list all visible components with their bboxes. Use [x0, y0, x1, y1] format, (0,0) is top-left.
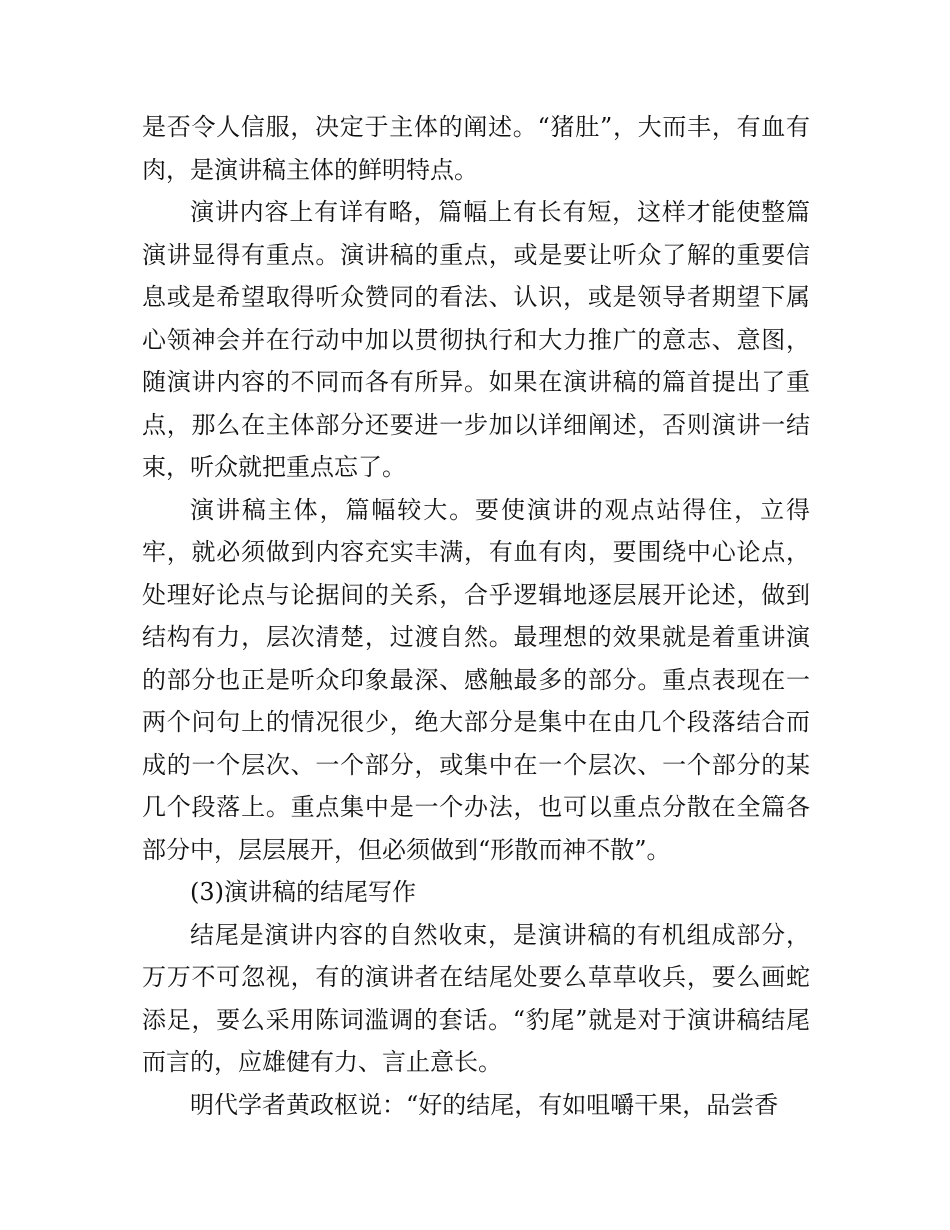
paragraph-quote: 明代学者黄政枢说：“好的结尾，有如咀嚼干果，品尝香	[190, 1090, 779, 1119]
section-heading-ending: (3)演讲稿的结尾写作	[190, 878, 416, 906]
paragraph-main-body: 演讲稿主体，篇幅较大。要使演讲的观点站得住，立得牢，就必须做到内容充实丰满，有血有肉，要围绕中心论点，处理好论点与论据间的关系，合乎逻辑地逐层展开论述，做到结构有力，层次清楚，过渡自然。最理想的效果就是着重讲演的部分也正是听众印象最深、感触最多的部分。重点表现在一两个问句上的情况很少，绝大部分是集中在由几个段落结合而成的一个层次、一个部分，或集中在一个层次、一个部分的某几个段落上。重点集中是一个办法，也可以重点分散在全篇各部分中，层层展开，但必须做到“形散而神不散”。	[142, 495, 810, 864]
document-page	[142, 106, 810, 1126]
paragraph-ending: 结尾是演讲内容的自然收束，是演讲稿的有机组成部分，万万不可忽视，有的演讲者在结尾处要么草草收兵，要么画蛇添足，要么采用陈词滥调的套话。“豹尾”就是对于演讲稿结尾而言的，应雄健有力、言止意长。	[142, 920, 810, 1076]
paragraph-continuation: 是否令人信服，决定于主体的阐述。“猪肚”，大而丰，有血有肉，是演讲稿主体的鲜明特点。	[142, 113, 810, 184]
paragraph-key-points: 演讲内容上有详有略，篇幅上有长有短，这样才能使整篇演讲显得有重点。演讲稿的重点，或是要让听众了解的重要信息或是希望取得听众赞同的看法、认识，或是领导者期望下属心领神会并在行动中加以贯彻执行和大力推广的意志、意图，随演讲内容的不同而各有所异。如果在演讲稿的篇首提出了重点，那么在主体部分还要进一步加以详细阐述，否则演讲一结束，听众就把重点忘了。	[142, 198, 810, 481]
